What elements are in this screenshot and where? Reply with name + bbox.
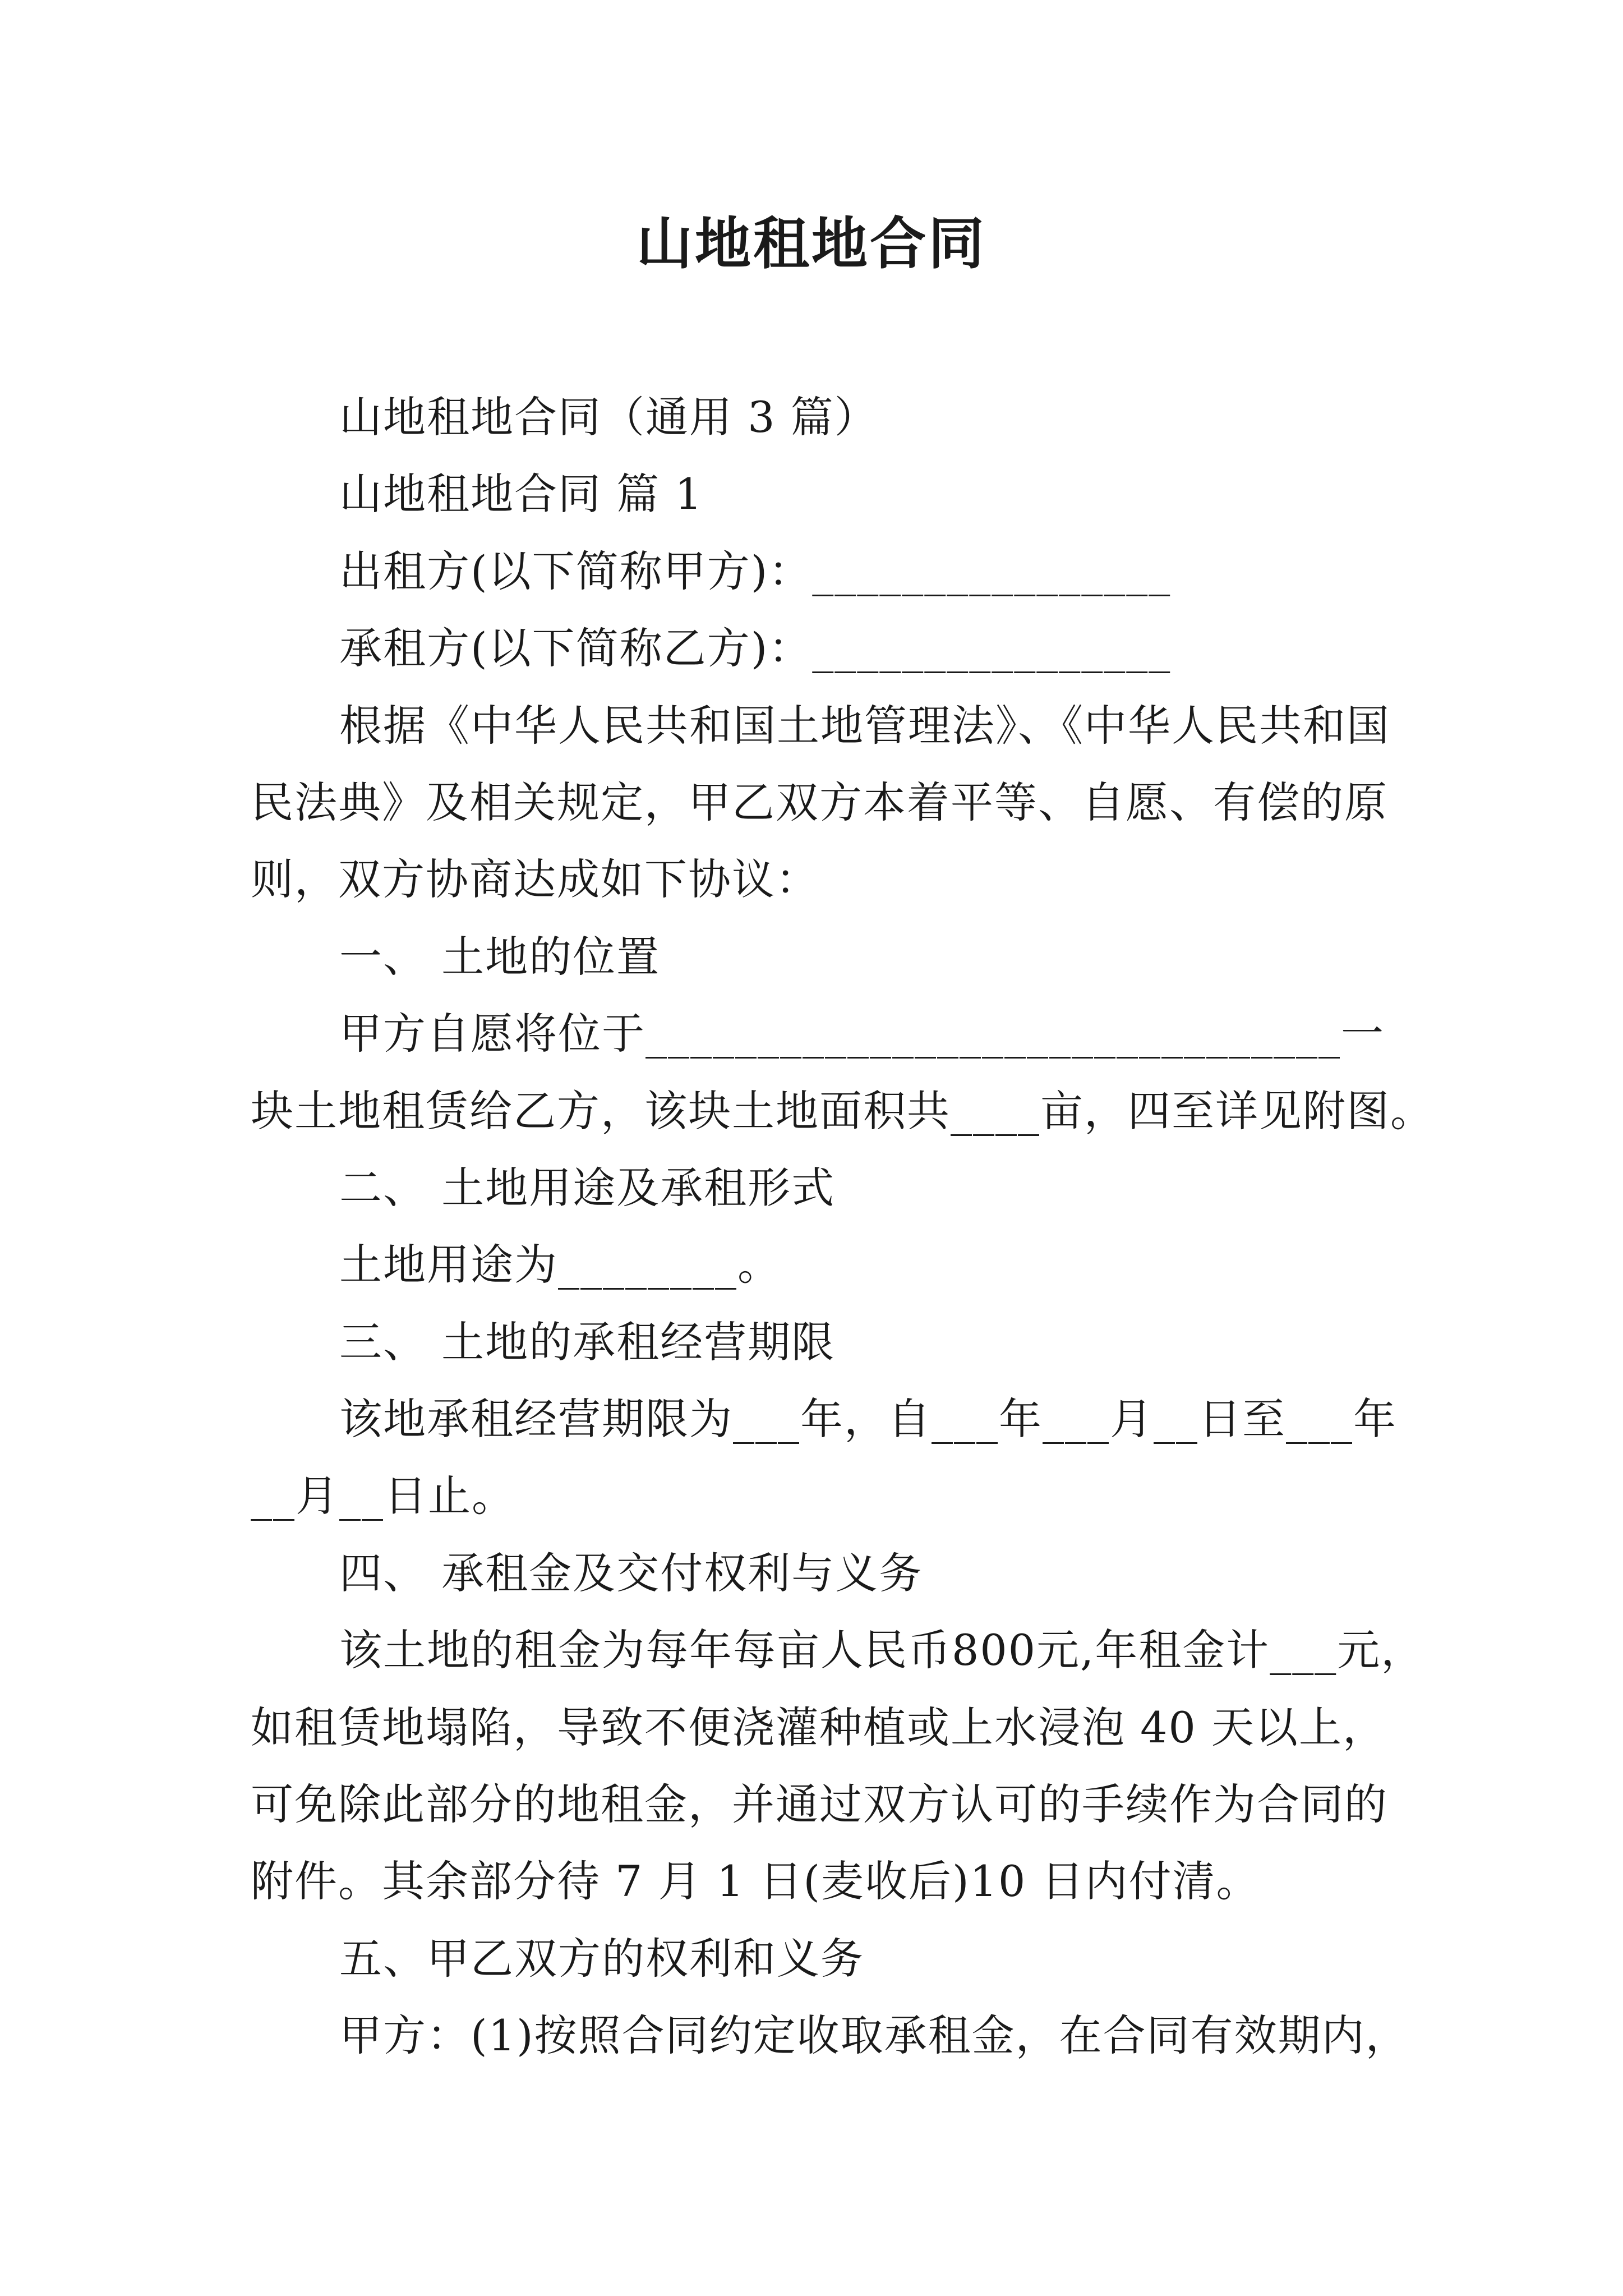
clause-heading-5	[251, 1920, 1440, 1997]
subtitle-paragraph	[251, 379, 1440, 455]
paragraph-line: 附件。其余部分待 7 月 1 日(麦收后)10 日内付清。	[251, 1856, 1260, 1907]
document-body	[251, 379, 1440, 2074]
clause-body-1	[251, 995, 1440, 1149]
clause-heading-4	[251, 1535, 1440, 1612]
paragraph-line: 甲方：(1)按照合同约定收取承租金，在合同有效期内，	[339, 2010, 1409, 2061]
paragraph-line: 五、甲乙双方的权利和义务	[339, 1933, 864, 1984]
clause-body-3	[251, 1381, 1440, 1535]
document-title: 山地租地合同	[637, 210, 986, 277]
paragraph-line: 民法典》及相关规定，甲乙双方本着平等、自愿、有偿的原	[251, 777, 1388, 827]
paragraph-line: 山地租地合同 篇 1	[339, 469, 703, 519]
paragraph-line: 则，双方协商达成如下协议：	[251, 854, 819, 905]
paragraph-line: 如租赁地塌陷，导致不便浇灌种植或上水浸泡 40 天以上，	[251, 1702, 1387, 1752]
paragraph-line: __月__日止。	[251, 1471, 515, 1521]
clause-body-2	[251, 1226, 1440, 1303]
clause-heading-3	[251, 1304, 1440, 1381]
paragraph-line: 根据《中华人民共和国土地管理法》、《中华人民共和国	[339, 700, 1390, 751]
paragraph-line: 可免除此部分的地租金，并通过双方认可的手续作为合同的	[251, 1779, 1388, 1830]
paragraph-line: 二、 土地用途及承租形式	[339, 1162, 836, 1213]
clause-heading-1	[251, 918, 1440, 995]
clause-heading-2	[251, 1149, 1440, 1226]
paragraph-line: 该土地的租金为每年每亩人民币800元,年租金计___元，	[339, 1625, 1425, 1676]
paragraph-line: 该地承租经营期限为___年，自___年___月__日至___年	[339, 1394, 1397, 1444]
paragraph-line: 三、 土地的承租经营期限	[339, 1317, 836, 1367]
section-heading	[251, 455, 1440, 532]
clause-body-5	[251, 1997, 1440, 2074]
paragraph-line: 承租方(以下简称乙方)：________________	[339, 623, 1172, 674]
lessor-field	[251, 533, 1440, 610]
paragraph-line: 土地用途为________。	[339, 1240, 781, 1290]
paragraph-line: 甲方自愿将位于_______________________________一	[339, 1009, 1385, 1059]
paragraph-line: 四、 承租金及交付权利与义务	[339, 1548, 923, 1598]
paragraph-line: 一、 土地的位置	[339, 931, 661, 982]
paragraph-line: 块土地租赁给乙方，该块土地面积共____亩，四至详见附图。	[251, 1085, 1434, 1136]
paragraph-line: 出租方(以下简称甲方)：________________	[339, 546, 1172, 596]
preamble-paragraph	[251, 687, 1440, 918]
paragraph-line: 山地租地合同（通用 3 篇）	[339, 392, 878, 442]
clause-body-4	[251, 1612, 1440, 1920]
lessee-field	[251, 610, 1440, 687]
